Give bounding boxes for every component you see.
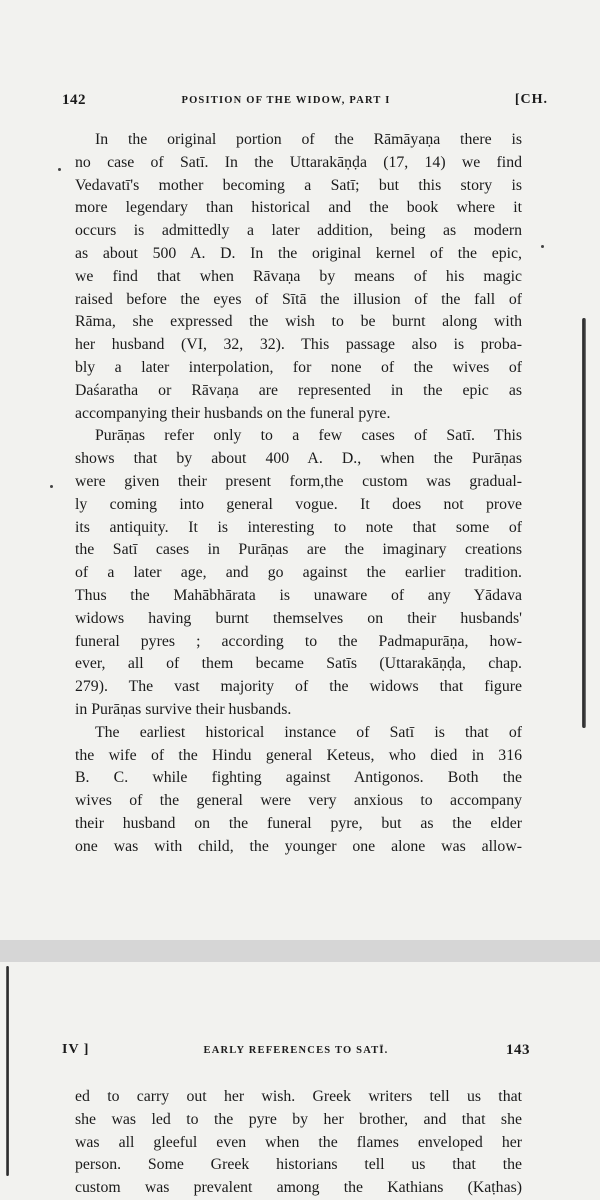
running-title: POSITION OF THE WIDOW, PART I <box>181 95 391 106</box>
scan-speck <box>541 245 544 248</box>
text-line: accompanying their husbands on the funeral pyre. <box>75 404 391 422</box>
text-line: its antiquity. It is interesting to note that some of <box>75 518 522 536</box>
page-number: 142 <box>62 92 86 108</box>
text-line: she was led to the pyre by her brother, and that she <box>75 1110 522 1128</box>
text-line: was all gleeful even when the flames enveloped her <box>75 1133 522 1151</box>
text-line: The earliest historical instance of Satī is that of <box>95 723 522 741</box>
running-head <box>62 1042 530 1062</box>
text-line: raised before the eyes of Sītā the illusion of the fall of <box>75 290 522 308</box>
text-line: in Purāṇas survive their husbands. <box>75 700 292 718</box>
text-line: Daśaratha or Rāvaṇa are represented in the epic as <box>75 381 522 399</box>
text-line: bly a later interpolation, for none of the wives of <box>75 358 522 376</box>
chapter-mark: [CH. <box>514 92 548 107</box>
text-line: we find that when Rāvaṇa by means of his magic <box>75 267 522 285</box>
text-line: her husband (VI, 32, 32). This passage also is proba- <box>75 336 522 354</box>
text-line: of a later age, and go against the earlier tradition. <box>75 564 522 582</box>
text-line: were given their present form,the custom was gradual- <box>75 472 522 490</box>
book-page-143 <box>0 962 600 1200</box>
text-line: no case of Satī. In the Uttarakāṇḍa (17, 14) we find <box>75 153 522 171</box>
body-text <box>75 129 522 859</box>
text-line: one was with child, the younger one alone was allow- <box>75 837 522 855</box>
text-line: person. Some Greek historians tell us that the <box>75 1156 522 1174</box>
running-head <box>62 92 548 112</box>
text-line: B. C. while fighting against Antigonos. Both the <box>75 769 522 787</box>
text-line: ly coming into general vogue. It does not prove <box>75 495 522 513</box>
text-line: wives of the general were very anxious to accompany <box>75 792 522 810</box>
text-line: as about 500 A. D. In the original kernel of the epic, <box>75 244 522 262</box>
text-line: occurs is admittedly a later addition, being as modern <box>75 222 522 240</box>
page-edge-shadow <box>6 966 9 1176</box>
text-line: Purāṇas refer only to a few cases of Satī. This <box>95 427 522 445</box>
text-line: Rāma, she expressed the wish to be burnt along with <box>75 313 522 331</box>
running-title: EARLY REFERENCES TO SATĪ. <box>203 1045 389 1056</box>
text-line: the Satī cases in Purāṇas are the imaginary creations <box>75 541 522 559</box>
text-line: Vedavatī's mother becoming a Satī; but this story is <box>75 176 522 194</box>
text-line: the wife of the Hindu general Keteus, who died in 316 <box>75 746 522 764</box>
chapter-mark: IV ] <box>62 1042 90 1057</box>
page-edge-shadow <box>582 318 586 728</box>
text-line: 279). The vast majority of the widows that figure <box>75 678 522 696</box>
text-line: Thus the Mahābhārata is unaware of any Yādava <box>75 586 522 604</box>
text-line: widows having burnt themselves on their husbands' <box>75 609 522 627</box>
text-line: more legendary than historical and the book where it <box>75 199 522 217</box>
body-text <box>75 1086 522 1200</box>
text-line: ever, all of them became Satīs (Uttarakāṇḍa, chap. <box>75 655 522 673</box>
scan-speck <box>58 168 61 171</box>
text-line: In the original portion of the Rāmāyaṇa there is <box>95 131 522 148</box>
page-number: 143 <box>506 1042 530 1058</box>
text-line: ed to carry out her wish. Greek writers tell us that <box>75 1088 522 1105</box>
text-line: their husband on the funeral pyre, but as the elder <box>75 814 522 832</box>
text-line: shows that by about 400 A. D., when the Purāṇas <box>75 450 522 468</box>
scan-speck <box>50 485 53 488</box>
text-line: custom was prevalent among the Kathians (Kaṭhas) <box>75 1179 522 1197</box>
text-line: funeral pyres ; according to the Padmapurāṇa, how- <box>75 632 522 650</box>
